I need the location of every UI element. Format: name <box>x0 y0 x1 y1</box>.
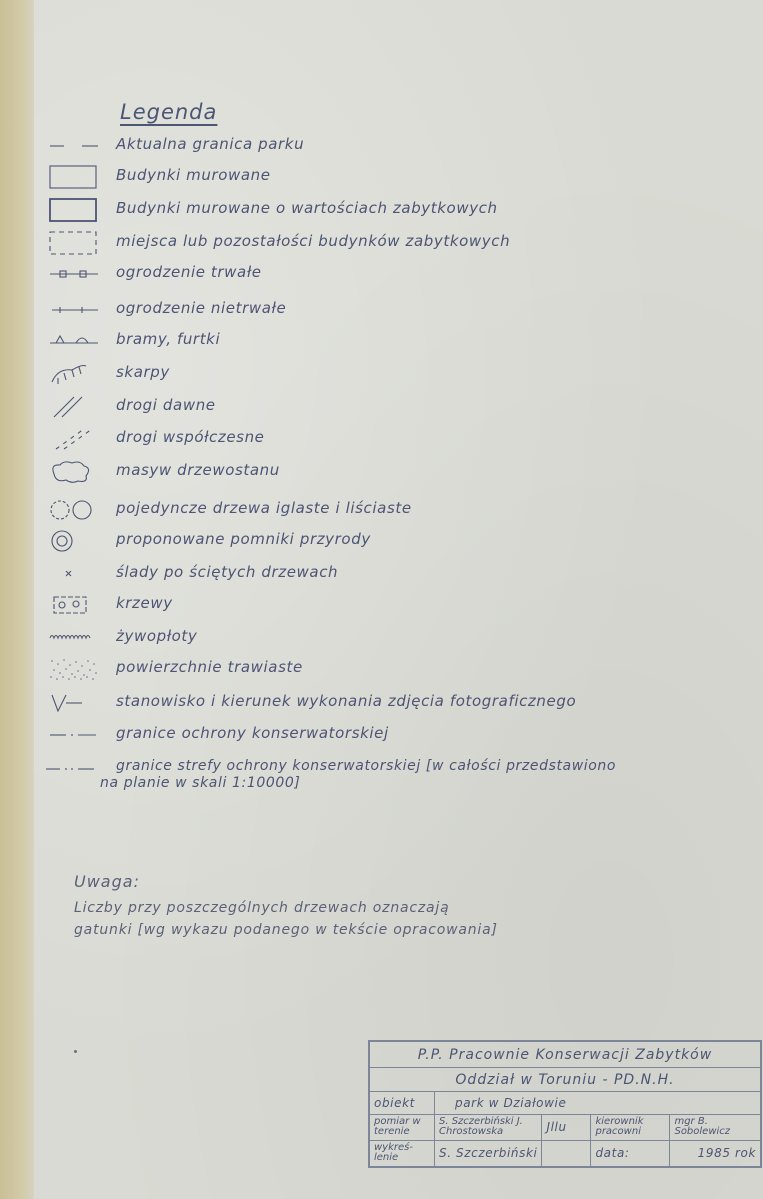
photo-point-icon <box>46 691 102 715</box>
legend-item-label: granice strefy ochrony konserwatorskiej [w całości przedstawiono <box>116 758 617 774</box>
stamp-object-value: park w Działowie <box>435 1092 761 1114</box>
legend-item <box>40 560 740 588</box>
legend-item-label: miejsca lub pozostałości budynków zabytkowych <box>116 232 511 250</box>
legend-item <box>40 260 740 288</box>
dash-dot-dot-icon <box>46 757 102 781</box>
legend-item <box>40 360 740 388</box>
note-heading: Uwaga: <box>74 872 140 891</box>
legend-item <box>40 496 740 524</box>
legend-item-label: pojedyncze drzewa iglaste i liściaste <box>116 499 412 517</box>
stipple-icon <box>46 657 102 681</box>
fence-permanent-icon <box>46 262 102 286</box>
legend-item-label: drogi dawne <box>116 396 216 414</box>
legend-item <box>40 527 740 555</box>
legend-item-label: krzewy <box>116 594 173 612</box>
dash-dot-icon <box>46 723 102 747</box>
note-line: gatunki [wg wykazu podanego w tekście opracowania] <box>74 922 498 938</box>
hedge-icon <box>46 626 102 650</box>
stamp-manager-value: mgr B. Sobolewicz <box>670 1114 761 1140</box>
legend-item <box>40 196 740 224</box>
ink-speck <box>74 1050 77 1053</box>
stamp-date-label: data: <box>591 1140 670 1166</box>
legend-item-label: stanowisko i kierunek wykonania zdjęcia fotograficznego <box>116 692 577 710</box>
double-line-icon <box>46 395 102 419</box>
legend-item <box>40 163 740 191</box>
binding-margin <box>0 0 34 1199</box>
note-line: Liczby przy poszczególnych drzewach oznaczają <box>74 900 450 916</box>
legend-item-label: skarpy <box>116 363 170 381</box>
legend-item <box>40 327 740 355</box>
dashed-rectangle-icon <box>46 231 102 255</box>
stamp-empty-cell <box>542 1140 591 1166</box>
legend-item <box>40 591 740 619</box>
legend-title: Legenda <box>120 100 218 124</box>
stamp-branch: Oddział w Toruniu - PD.N.H. <box>370 1068 761 1092</box>
legend-item <box>40 132 740 160</box>
stamp-date-value: 1985 rok <box>670 1140 761 1166</box>
legend-item-label: powierzchnie trawiaste <box>116 658 303 676</box>
double-dashed-icon <box>46 427 102 451</box>
escarpment-icon <box>46 362 102 386</box>
stamp-drawing-value: S. Szczerbiński <box>435 1140 542 1166</box>
legend-item-label: ślady po ściętych drzewach <box>116 563 339 581</box>
shrubs-icon <box>46 593 102 617</box>
dashed-line-icon <box>46 134 102 158</box>
legend-item <box>40 229 740 257</box>
legend-item <box>40 425 740 453</box>
rectangle-icon <box>46 165 102 189</box>
legend-item <box>40 624 740 652</box>
stamp-survey-value: S. Szczerbiński J. Chrostowska <box>435 1114 542 1140</box>
cross-icon <box>46 562 102 586</box>
stamp-survey-label: pomiar w terenie <box>370 1114 435 1140</box>
double-circle-icon <box>46 529 102 553</box>
legend-item <box>40 755 740 801</box>
legend-item-label: Budynki murowane o wartościach zabytkowych <box>116 199 498 217</box>
legend-item-label: Aktualna granica parku <box>116 135 305 153</box>
fence-temporary-icon <box>46 298 102 322</box>
legend-item-label-continued: na planie w skali 1:10000] <box>100 775 301 791</box>
legend-item <box>40 296 740 324</box>
gate-icon <box>46 329 102 353</box>
legend-item-label: żywopłoty <box>116 627 198 645</box>
stamp-survey-signature: Jllu <box>542 1114 591 1140</box>
legend-item <box>40 689 740 717</box>
legend-item-label: Budynki murowane <box>116 166 271 184</box>
stamp-organization: P.P. Pracownie Konserwacji Zabytków <box>370 1042 761 1068</box>
title-block <box>368 1040 762 1168</box>
legend-item-label: bramy, furtki <box>116 330 221 348</box>
legend-item-label: drogi współczesne <box>116 428 265 446</box>
tree-mass-icon <box>46 460 102 484</box>
stamp-drawing-label: wykreś-lenie <box>370 1140 435 1166</box>
legend-item-label: masyw drzewostanu <box>116 461 280 479</box>
legend-item <box>40 458 740 486</box>
legend-item <box>40 393 740 421</box>
legend-item-label: proponowane pomniki przyrody <box>116 530 371 548</box>
trees-icon <box>46 498 102 522</box>
legend-item <box>40 721 740 749</box>
legend-item-label: granice ochrony konserwatorskiej <box>116 724 389 742</box>
legend-item <box>40 655 740 683</box>
stamp-manager-label: kierownik pracowni <box>591 1114 670 1140</box>
legend-item-label: ogrodzenie trwałe <box>116 263 262 281</box>
stamp-object-label: obiekt <box>370 1092 435 1114</box>
rectangle-heavy-icon <box>46 198 102 222</box>
legend-item-label: ogrodzenie nietrwałe <box>116 299 287 317</box>
